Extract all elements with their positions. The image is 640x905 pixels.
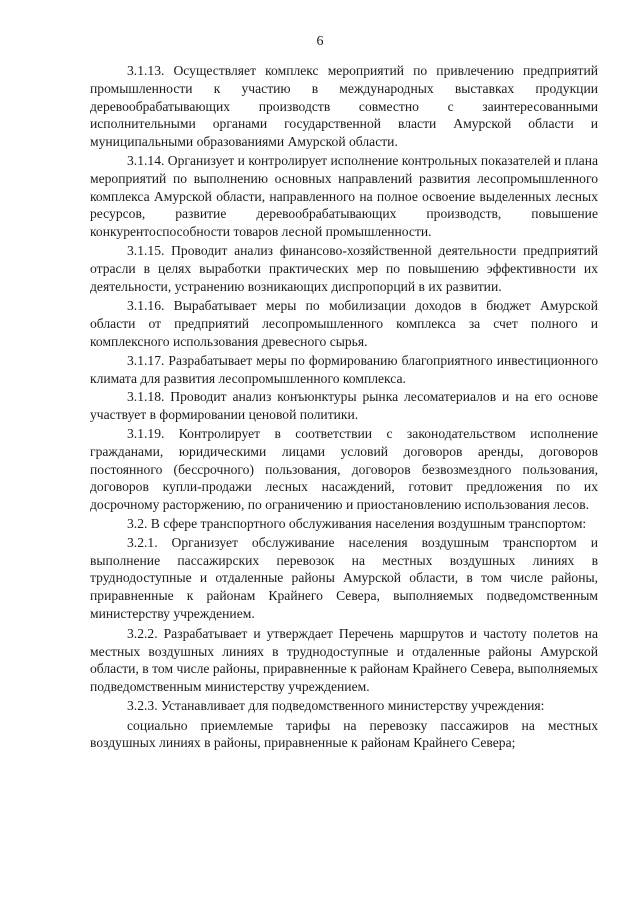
paragraph-3-1-14: 3.1.14. Организует и контролирует исполнение контрольных показателей и плана мероприятий по выполнению основных направлений развития лесопромышленного комплекса Амурской области, направленного на полное освоение выделенных лесных ресурсов, развитие деревообрабатывающих производств, повышение конкурентоспособности товаров лесной промышленности.: [90, 152, 598, 240]
paragraph-3-1-17: 3.1.17. Разрабатывает меры по формированию благоприятного инвестиционного климата для развития лесопромышленного комплекса.: [90, 352, 598, 386]
document-body: [90, 62, 598, 753]
paragraph-3-1-13: 3.1.13. Осуществляет комплекс мероприятий по привлечению предприятий промышленности к участию в международных выставках продукции деревообрабатывающих производств совместно с заинтересованными исполнительными органами государственной власти Амурской области и муниципальными образованиями Амурской области.: [90, 63, 598, 150]
paragraph-3-2-1: 3.2.1. Организует обслуживание населения воздушным транспортом и выполнение пассажирских перевозок на местных воздушных линиях в труднодоступные и отдаленные районы Амурской области, в том числе районы, приравненные к районам Крайнего Севера, выполняемых подведомственным министерству учреждением.: [90, 534, 598, 621]
paragraph-3-1-18: 3.1.18. Проводит анализ конъюнктуры рынка лесоматериалов и на его основе участвует в формировании ценовой политики.: [90, 389, 598, 423]
paragraph-3-1-19: 3.1.19. Контролирует в соответствии с законодательством исполнение гражданами, юридическими лицами условий договоров аренды, договоров постоянного (бессрочного) пользования, договоров безвозмездного пользования, договоров купли-продажи лесных насаждений, готовит предложения по их досрочному расторжению, по ограничению и приостановлению использования лесов.: [90, 425, 598, 513]
page-number: 6: [316, 34, 324, 49]
paragraph-3-2-2: 3.2.2. Разрабатывает и утверждает Перечень маршрутов и частоту полетов на местных воздушных линиях в труднодоступные и отдаленные районы Амурской области, в том числе районы, приравненные к районам Крайнего Севера, выполняемых подведомственным министерству учреждением.: [90, 625, 598, 695]
paragraph-tariffs: социально приемлемые тарифы на перевозку пассажиров на местных воздушных линиях в районы, приравненные к районам Крайнего Севера;: [90, 717, 598, 751]
paragraph-3-2-3: 3.2.3. Устанавливает для подведомственного министерству учреждения:: [127, 697, 545, 713]
paragraph-3-2: 3.2. В сфере транспортного обслуживания населения воздушным транспортом:: [127, 515, 587, 531]
paragraph-3-1-16: 3.1.16. Вырабатывает меры по мобилизации доходов в бюджет Амурской области от предприятий лесопромышленного комплекса за счет полного и комплексного использования древесного сырья.: [90, 298, 598, 349]
paragraph-3-1-15: 3.1.15. Проводит анализ финансово-хозяйственной деятельности предприятий отрасли в целях выработки практических мер по повышению эффективности их деятельности, устранению возникающих диспропорций в их развитии.: [90, 242, 598, 294]
